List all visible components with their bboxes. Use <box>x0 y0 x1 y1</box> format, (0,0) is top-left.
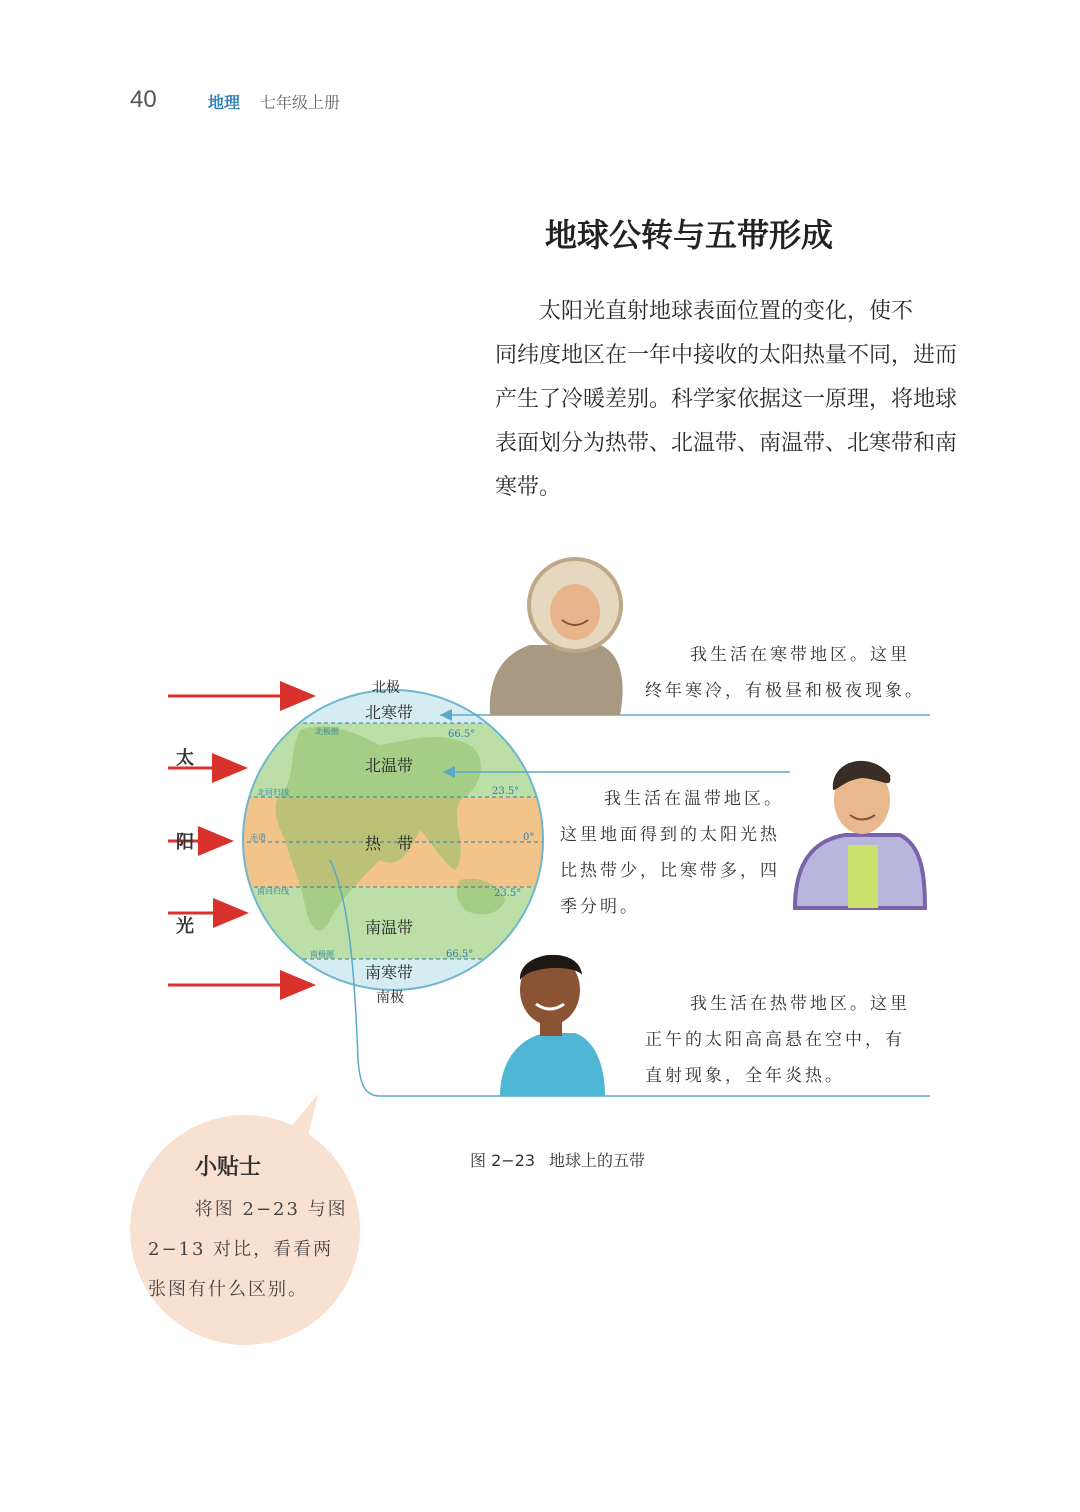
temperate-speech-line: 这里地面得到的太阳光热 <box>560 825 780 845</box>
temperate-speech-line: 季分明。 <box>560 897 640 917</box>
south-frigid-label: 南寒带 <box>365 963 414 982</box>
degree-label: 23.5° <box>492 786 520 797</box>
tropical-speech-line: 我生活在热带地区。这里 <box>690 994 910 1014</box>
person-tropical-illustration <box>500 955 605 1096</box>
degree-label: 23.5° <box>494 888 522 899</box>
page-number: 40 <box>130 86 157 113</box>
t-shirt <box>500 1033 605 1096</box>
tropic-capricorn-label: 南回归线 <box>257 887 289 896</box>
intro-paragraph <box>495 290 965 510</box>
equator-label: 赤道 <box>250 833 266 842</box>
arctic-circle-label: 北极圈 <box>315 727 339 736</box>
tropical-speech-line: 正午的太阳高高悬在空中，有 <box>645 1030 905 1050</box>
antarctic-circle-label: 南极圈 <box>310 950 334 959</box>
coat <box>490 645 623 715</box>
face <box>550 584 600 640</box>
shirt <box>848 845 878 908</box>
tip-line: 张图有什么区别。 <box>148 1279 308 1300</box>
tropic-cancer-label: 北回归线 <box>257 788 289 797</box>
tropical-label: 热 带 <box>365 834 414 853</box>
person-frigid-illustration <box>490 559 623 715</box>
figure-caption-number: 图 2−23 <box>470 1151 536 1170</box>
degree-label: 66.5° <box>448 729 476 740</box>
sun-label-char: 阳 <box>176 832 194 853</box>
south-temperate-label: 南温带 <box>365 918 414 937</box>
temperate-speech-line: 比热带少，比寒带多，四 <box>560 861 780 881</box>
section-title: 地球公转与五带形成 <box>545 216 834 254</box>
intro-line-1: 太阳光直射地球表面位置的变化，使不 <box>539 299 914 324</box>
sun-label-char: 太 <box>176 748 194 769</box>
degree-label: 66.5° <box>446 949 474 960</box>
frigid-speech-line: 终年寒冷，有极昼和极夜现象。 <box>645 681 925 701</box>
header-grade: 七年级上册 <box>260 93 341 112</box>
tropical-speech-line: 直射现象，全年炎热。 <box>645 1066 845 1086</box>
header-subject: 地理 <box>208 93 241 112</box>
frigid-speech-line: 我生活在寒带地区。这里 <box>690 645 910 665</box>
north-frigid-label: 北寒带 <box>365 703 414 722</box>
tip-text <box>148 1190 358 1310</box>
tip-line: 将图 2−23 与图 <box>194 1199 348 1220</box>
figure-caption-title: 地球上的五带 <box>549 1151 646 1170</box>
temperate-speech-line: 我生活在温带地区。 <box>604 789 784 809</box>
five-zones-figure <box>0 540 1080 1140</box>
tip-title: 小贴士 <box>195 1155 262 1180</box>
person-temperate-illustration <box>795 761 925 908</box>
north-temperate-label: 北温带 <box>365 756 414 775</box>
degree-label: 0° <box>523 832 535 843</box>
figure-caption <box>470 1148 645 1171</box>
tip-line: 2−13 对比，看看两 <box>148 1239 334 1260</box>
south-pole-label: 南极 <box>376 990 404 1006</box>
intro-rest: 同纬度地区在一年中接收的太阳热量不同，进而产生了冷暖差别。科学家依据这一原理，将地球表面划分为热带、北温带、南温带、北寒带和南寒带。 <box>495 343 958 500</box>
north-pole-label: 北极 <box>372 680 400 696</box>
sun-label-char: 光 <box>176 916 194 937</box>
